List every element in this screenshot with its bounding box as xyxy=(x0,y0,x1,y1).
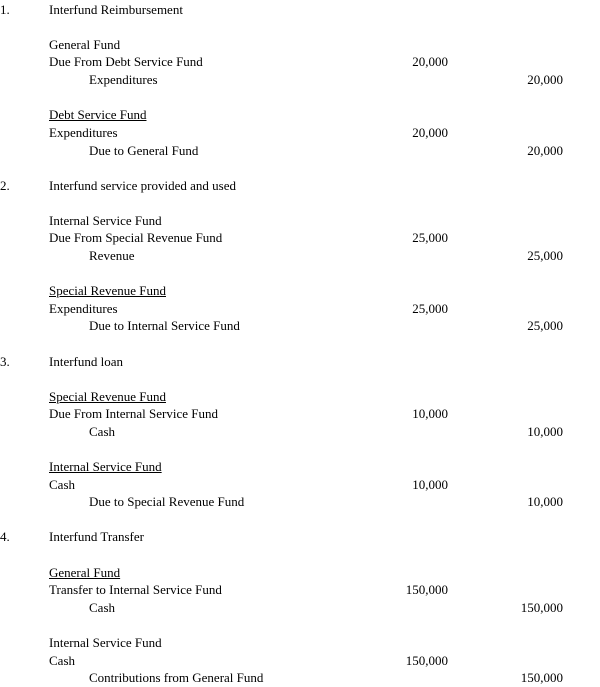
debit-account: Due From Debt Service Fund xyxy=(49,54,203,69)
section-title: Interfund loan xyxy=(49,354,124,369)
debit-account: Transfer to Internal Service Fund xyxy=(49,582,222,597)
debit-account: Cash xyxy=(49,653,75,668)
credit-account: Due to Special Revenue Fund xyxy=(89,494,245,509)
section-number: 1. xyxy=(0,2,10,17)
debit-account: Expenditures xyxy=(49,301,118,316)
section-title: Interfund Transfer xyxy=(49,529,144,544)
debit-account: Cash xyxy=(49,477,75,492)
credit-amount: 20,000 xyxy=(527,143,563,158)
fund-name: Debt Service Fund xyxy=(49,107,147,122)
debit-amount: 25,000 xyxy=(412,301,448,316)
fund-name: Special Revenue Fund xyxy=(49,389,166,404)
fund-name: Special Revenue Fund xyxy=(49,283,166,298)
debit-amount: 20,000 xyxy=(412,54,448,69)
credit-account: Cash xyxy=(89,600,115,615)
credit-amount: 20,000 xyxy=(527,72,563,87)
fund-name: General Fund xyxy=(49,37,121,52)
credit-amount: 10,000 xyxy=(527,494,563,509)
debit-amount: 20,000 xyxy=(412,125,448,140)
credit-account: Cash xyxy=(89,424,115,439)
credit-account: Due to Internal Service Fund xyxy=(89,318,240,333)
debit-account: Due From Internal Service Fund xyxy=(49,406,218,421)
debit-amount: 150,000 xyxy=(405,582,448,597)
fund-name: General Fund xyxy=(49,565,121,580)
debit-amount: 150,000 xyxy=(405,653,448,668)
credit-account: Contributions from General Fund xyxy=(89,670,264,685)
debit-amount: 10,000 xyxy=(412,406,448,421)
fund-name: Internal Service Fund xyxy=(49,213,162,228)
credit-account: Due to General Fund xyxy=(89,143,199,158)
credit-account: Expenditures xyxy=(89,72,158,87)
section-title: Interfund Reimbursement xyxy=(49,2,183,17)
credit-amount: 150,000 xyxy=(520,600,563,615)
credit-amount: 25,000 xyxy=(527,318,563,333)
debit-amount: 10,000 xyxy=(412,477,448,492)
section-number: 2. xyxy=(0,178,10,193)
section-number: 4. xyxy=(0,529,10,544)
fund-name: Internal Service Fund xyxy=(49,635,162,650)
credit-amount: 150,000 xyxy=(520,670,563,685)
section-title: Interfund service provided and used xyxy=(49,178,236,193)
debit-account: Expenditures xyxy=(49,125,118,140)
debit-account: Due From Special Revenue Fund xyxy=(49,230,223,245)
debit-amount: 25,000 xyxy=(412,230,448,245)
fund-name: Internal Service Fund xyxy=(49,459,162,474)
credit-amount: 10,000 xyxy=(527,424,563,439)
credit-amount: 25,000 xyxy=(527,248,563,263)
section-number: 3. xyxy=(0,354,10,369)
credit-account: Revenue xyxy=(89,248,135,263)
